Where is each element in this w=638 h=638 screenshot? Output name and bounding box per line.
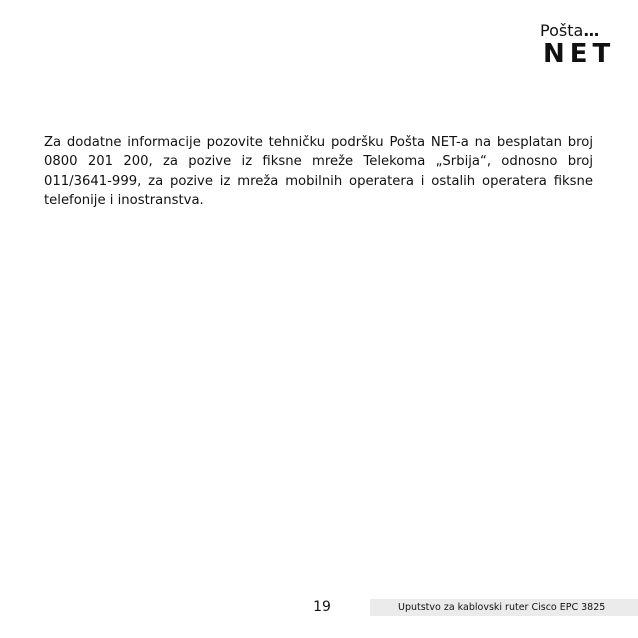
page-number: 19 (313, 599, 331, 615)
logo-posta-word: Pošta (540, 21, 584, 40)
posta-net-logo (540, 21, 616, 70)
logo-posta-text (540, 22, 599, 40)
footer-document-title: Uputstvo za kablovski ruter Cisco EPC 3825 (398, 602, 606, 613)
support-info-paragraph: Za dodatne informacije pozovite tehničku podršku Pošta NET-a na besplatan broj 0800 201 200, za pozive iz fiksne mreže Telekoma „Srbija“, odnosno broj 011/3641-999, za pozive iz mreža mobilnih operatera i ostalih operatera fiksne telefonije i inostranstva. (44, 135, 593, 209)
logo-dots: ... (583, 21, 599, 40)
logo-net-text: NET (543, 39, 616, 69)
